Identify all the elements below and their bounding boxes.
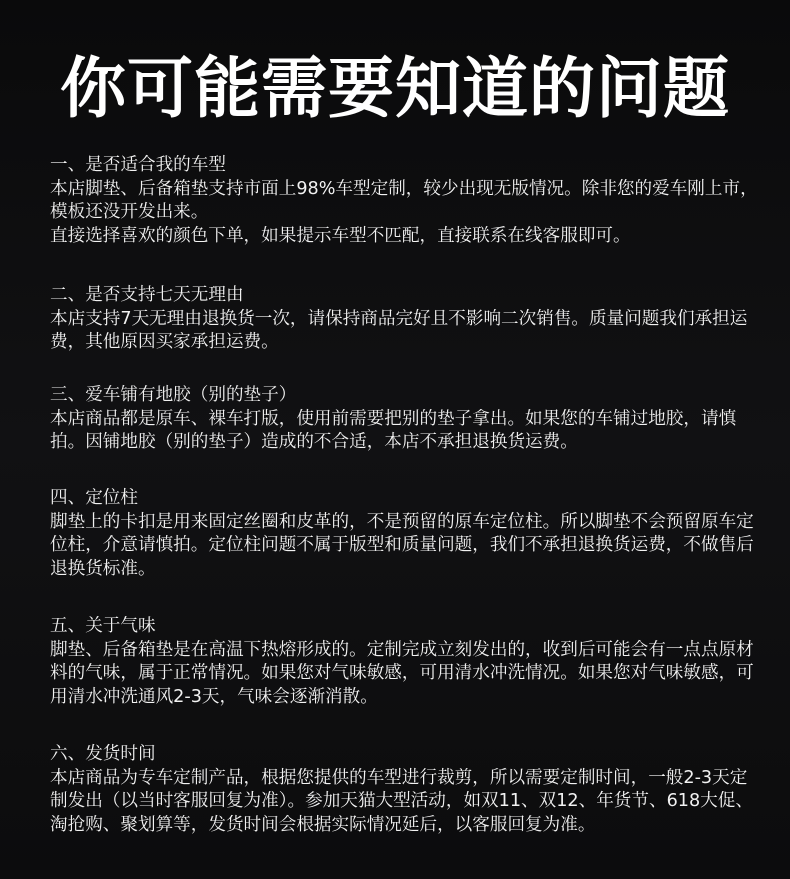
faq-item [50,615,762,709]
faq-answer-paragraph: 脚垫上的卡扣是用来固定丝圈和皮革的，不是预留的原车定位柱。所以脚垫不会预留原车定位柱，介意请慎拍。定位柱问题不属于版型和质量问题，我们不承担退换货运费，不做售后退换货标准。 [50,511,754,579]
faq-question: 一、是否适合我的车型 [50,155,226,175]
faq-answer-paragraph: 本店商品都是原车、裸车打版，使用前需要把别的垫子拿出。如果您的车铺过地胶，请慎拍。因铺地胶（别的垫子）造成的不合适，本店不承担退换货运费。 [50,408,737,452]
faq-question: 二、是否支持七天无理由 [50,285,244,305]
faq-question: 五、关于气味 [50,616,156,636]
faq-answer [50,408,762,455]
faq-question: 四、定位柱 [50,488,138,508]
faq-answer [50,178,762,249]
faq-answer [50,511,762,582]
faq-answer [50,308,762,355]
faq-answer-paragraph: 本店支持7天无理由退换货一次，请保持商品完好且不影响二次销售。质量问题我们承担运费，其他原因买家承担运费。 [50,308,748,352]
faq-answer-paragraph: 脚垫、后备箱垫是在高温下热熔形成的。定制完成立刻发出的，收到后可能会有一点点原材料的气味，属于正常情况。如果您对气味敏感，可用清水冲洗情况。如果您对气味敏感，可用清水冲洗通风2-3天，气味会逐渐消散。 [50,639,754,707]
faq-item [50,743,762,837]
faq-item [50,284,762,355]
faq-answer [50,639,762,710]
faq-item [50,487,762,581]
faq-question: 三、爱车铺有地胶（别的垫子） [50,385,297,405]
faq-item [50,154,762,248]
faq-question: 六、发货时间 [50,744,156,764]
faq-answer-paragraph: 本店脚垫、后备箱垫支持市面上98%车型定制，较少出现无版情况。除非您的爱车刚上市，模板还没开发出来。 [50,178,758,222]
page-title: 你可能需要知道的问题 [60,50,730,127]
faq-answer-paragraph: 本店商品为专车定制产品，根据您提供的车型进行裁剪，所以需要定制时间，一般2-3天定制发出（以当时客服回复为准）。参加天猫大型活动，如双11、双12、年货节、618大促、淘抢购、聚划算等，发货时间会根据实际情况延后，以客服回复为准。 [50,767,753,835]
faq-answer-paragraph: 直接选择喜欢的颜色下单，如果提示车型不匹配，直接联系在线客服即可。 [50,225,631,246]
faq-item [50,384,762,455]
faq-answer [50,767,762,838]
